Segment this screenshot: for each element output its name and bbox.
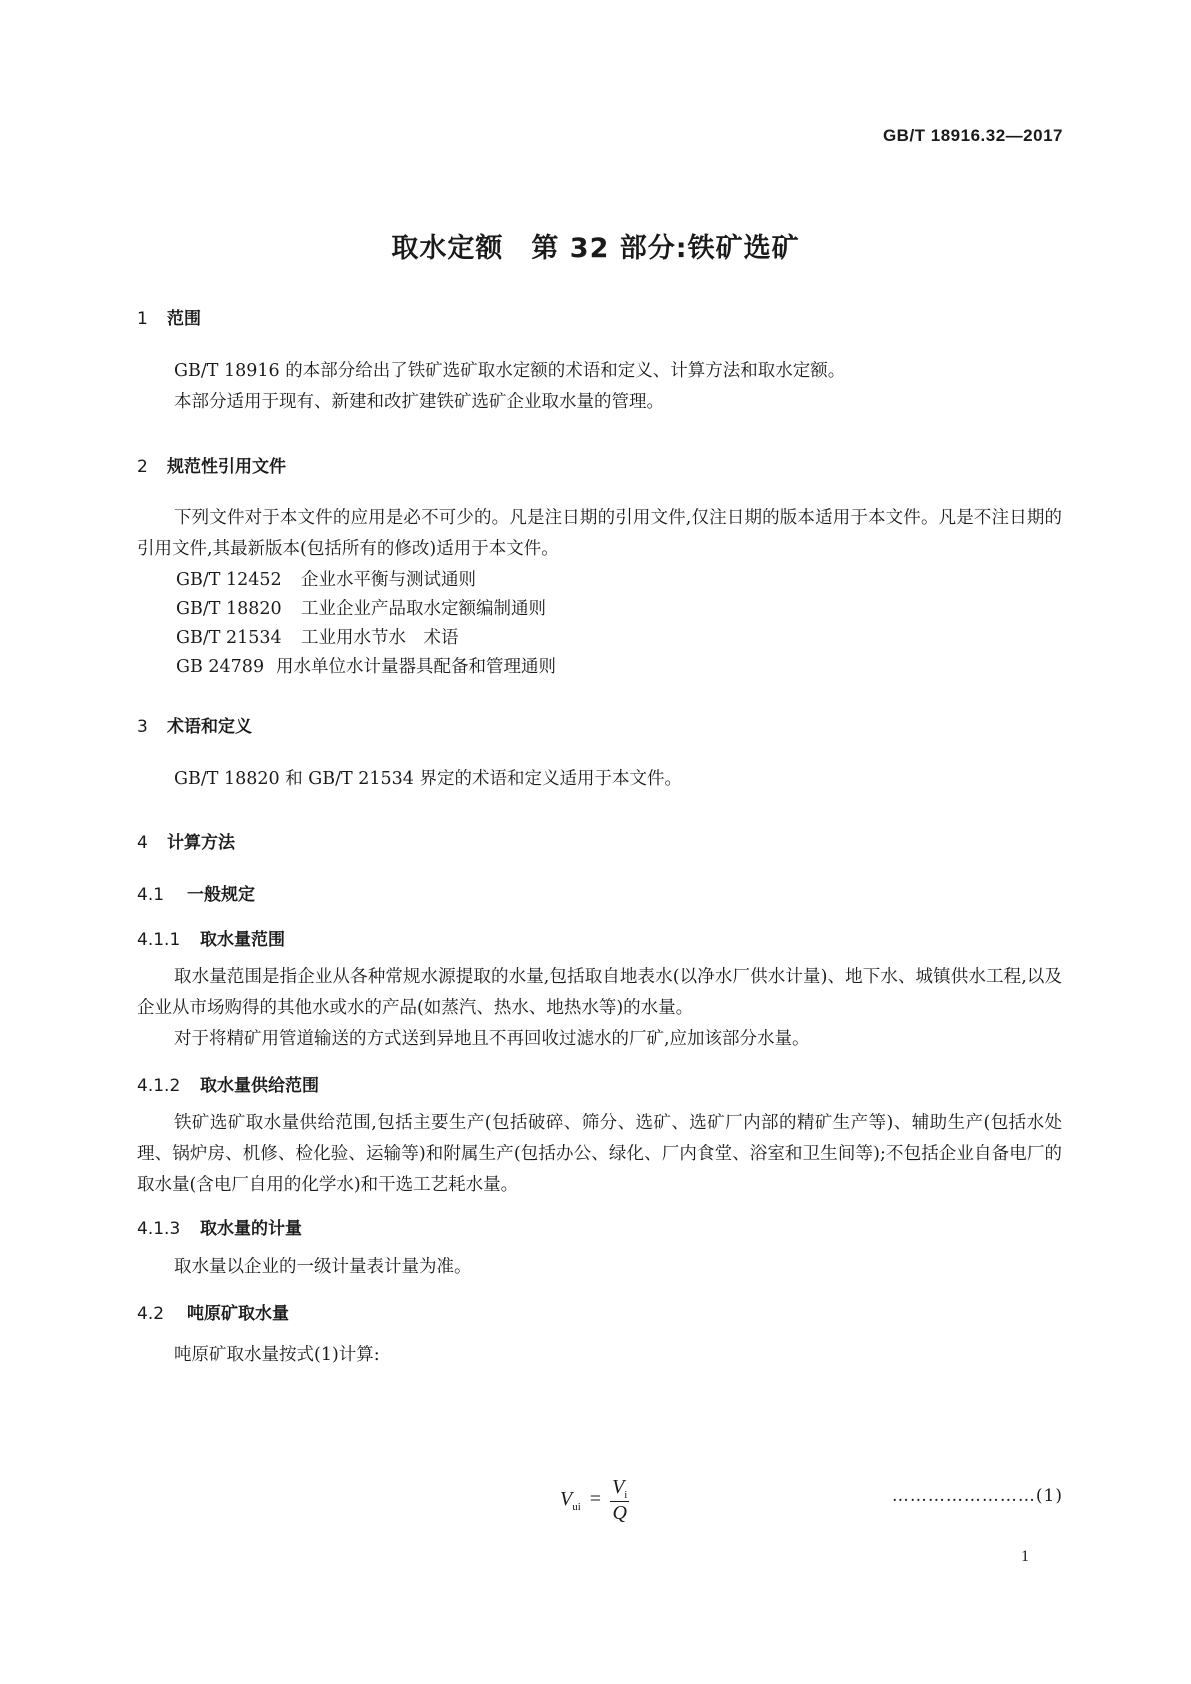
section-title: 规范性引用文件 — [167, 457, 286, 477]
formula-lhs-subscript: ui — [572, 1501, 581, 1514]
section-number: 2 — [137, 457, 148, 477]
reference-item — [176, 653, 556, 678]
reference-code: GB/T 21534 — [176, 628, 282, 648]
reference-code: GB/T 18820 — [176, 599, 282, 619]
paragraph: GB/T 18916 的本部分给出了铁矿选矿取水定额的术语和定义、计算方法和取水定额。 — [174, 361, 846, 381]
section-title: 术语和定义 — [167, 717, 252, 737]
section-title: 取水量的计量 — [200, 1219, 302, 1239]
reference-code: GB 24789 — [176, 657, 265, 677]
section-number: 4.1.1 — [137, 930, 181, 950]
section-number: 3 — [137, 717, 148, 737]
section-number: 4.1.2 — [137, 1076, 181, 1096]
reference-item — [176, 624, 459, 649]
section-4-2-body — [137, 1340, 1062, 1371]
section-4-1-2-heading — [137, 1071, 319, 1096]
formula-number: ……………………(1) — [891, 1486, 1063, 1506]
formula-equals: = — [589, 1488, 602, 1511]
reference-title: 工业企业产品取水定额编制通则 — [301, 599, 546, 619]
section-4-heading — [137, 828, 235, 853]
section-3-heading — [137, 712, 252, 737]
section-title: 吨原矿取水量 — [187, 1304, 289, 1324]
paragraph: 取水量范围是指企业从各种常规水源提取的水量,包括取自地表水(以净水厂供水计量)、地下水、城镇供水工程,以及企业从市场购得的其他水或水的产品(如蒸汽、热水、地热水等)的水量。 — [137, 967, 1062, 1018]
paragraph: 取水量以企业的一级计量表计量为准。 — [174, 1257, 472, 1277]
reference-item — [176, 595, 546, 620]
section-number: 1 — [137, 309, 148, 329]
reference-item — [176, 566, 476, 591]
section-2-heading — [137, 452, 286, 477]
section-4-1-1-body — [137, 962, 1062, 1055]
formula-fraction — [610, 1476, 629, 1525]
paragraph: 下列文件对于本文件的应用是必不可少的。凡是注日期的引用文件,仅注日期的版本适用于本文件。凡是不注日期的引用文件,其最新版本(包括所有的修改)适用于本文件。 — [137, 508, 1062, 559]
section-title: 一般规定 — [187, 885, 255, 905]
reference-title: 企业水平衡与测试通则 — [301, 570, 476, 590]
paragraph: 吨原矿取水量按式(1)计算: — [174, 1345, 380, 1365]
section-number: 4.1 — [137, 885, 165, 905]
paragraph: 本部分适用于现有、新建和改扩建铁矿选矿企业取水量的管理。 — [174, 392, 664, 412]
paragraph: 铁矿选矿取水量供给范围,包括主要生产(包括破碎、筛分、选矿、选矿厂内部的精矿生产等)、辅助生产(包括水处理、锅炉房、机修、检化验、运输等)和附属生产(包括办公、绿化、厂内食堂、浴室和卫生间等);不包括企业自备电厂的取水量(含电厂自用的化学水)和干选工艺耗水量。 — [137, 1113, 1062, 1195]
paragraph: GB/T 18820 和 GB/T 21534 界定的术语和定义适用于本文件。 — [174, 769, 682, 789]
section-4-1-heading — [137, 880, 255, 905]
document-title: 取水定额 第 32 部分:铁矿选矿 — [391, 233, 800, 264]
section-title: 取水量供给范围 — [200, 1076, 319, 1096]
page-number: 1 — [1021, 1548, 1029, 1565]
section-3-body — [137, 764, 1062, 795]
formula-lhs: V — [560, 1488, 573, 1511]
section-title: 计算方法 — [167, 833, 235, 853]
section-4-2-heading — [137, 1299, 289, 1324]
section-2-intro — [137, 503, 1062, 565]
section-number: 4.2 — [137, 1304, 165, 1324]
formula-numerator — [610, 1476, 629, 1502]
section-number: 4 — [137, 833, 148, 853]
reference-title: 工业用水节水 术语 — [301, 628, 459, 648]
section-4-1-2-body — [137, 1108, 1062, 1201]
paragraph: 对于将精矿用管道输送的方式送到异地且不再回收过滤水的厂矿,应加该部分水量。 — [174, 1029, 810, 1049]
section-1-heading — [137, 304, 201, 329]
section-1-body — [137, 356, 1062, 418]
numerator-subscript: i — [624, 1489, 628, 1501]
section-4-1-3-heading — [137, 1214, 302, 1239]
section-number: 4.1.3 — [137, 1219, 181, 1239]
section-title: 范围 — [167, 309, 201, 329]
formula — [560, 1476, 629, 1525]
reference-code: GB/T 12452 — [176, 570, 282, 590]
numerator-variable: V — [612, 1476, 625, 1498]
formula-denominator: Q — [612, 1502, 627, 1524]
section-title: 取水量范围 — [200, 930, 285, 950]
section-4-1-1-heading — [137, 925, 285, 950]
section-4-1-3-body — [137, 1252, 1062, 1283]
standard-code: GB/T 18916.32—2017 — [882, 126, 1063, 145]
reference-title: 用水单位水计量器具配备和管理通则 — [276, 657, 556, 677]
